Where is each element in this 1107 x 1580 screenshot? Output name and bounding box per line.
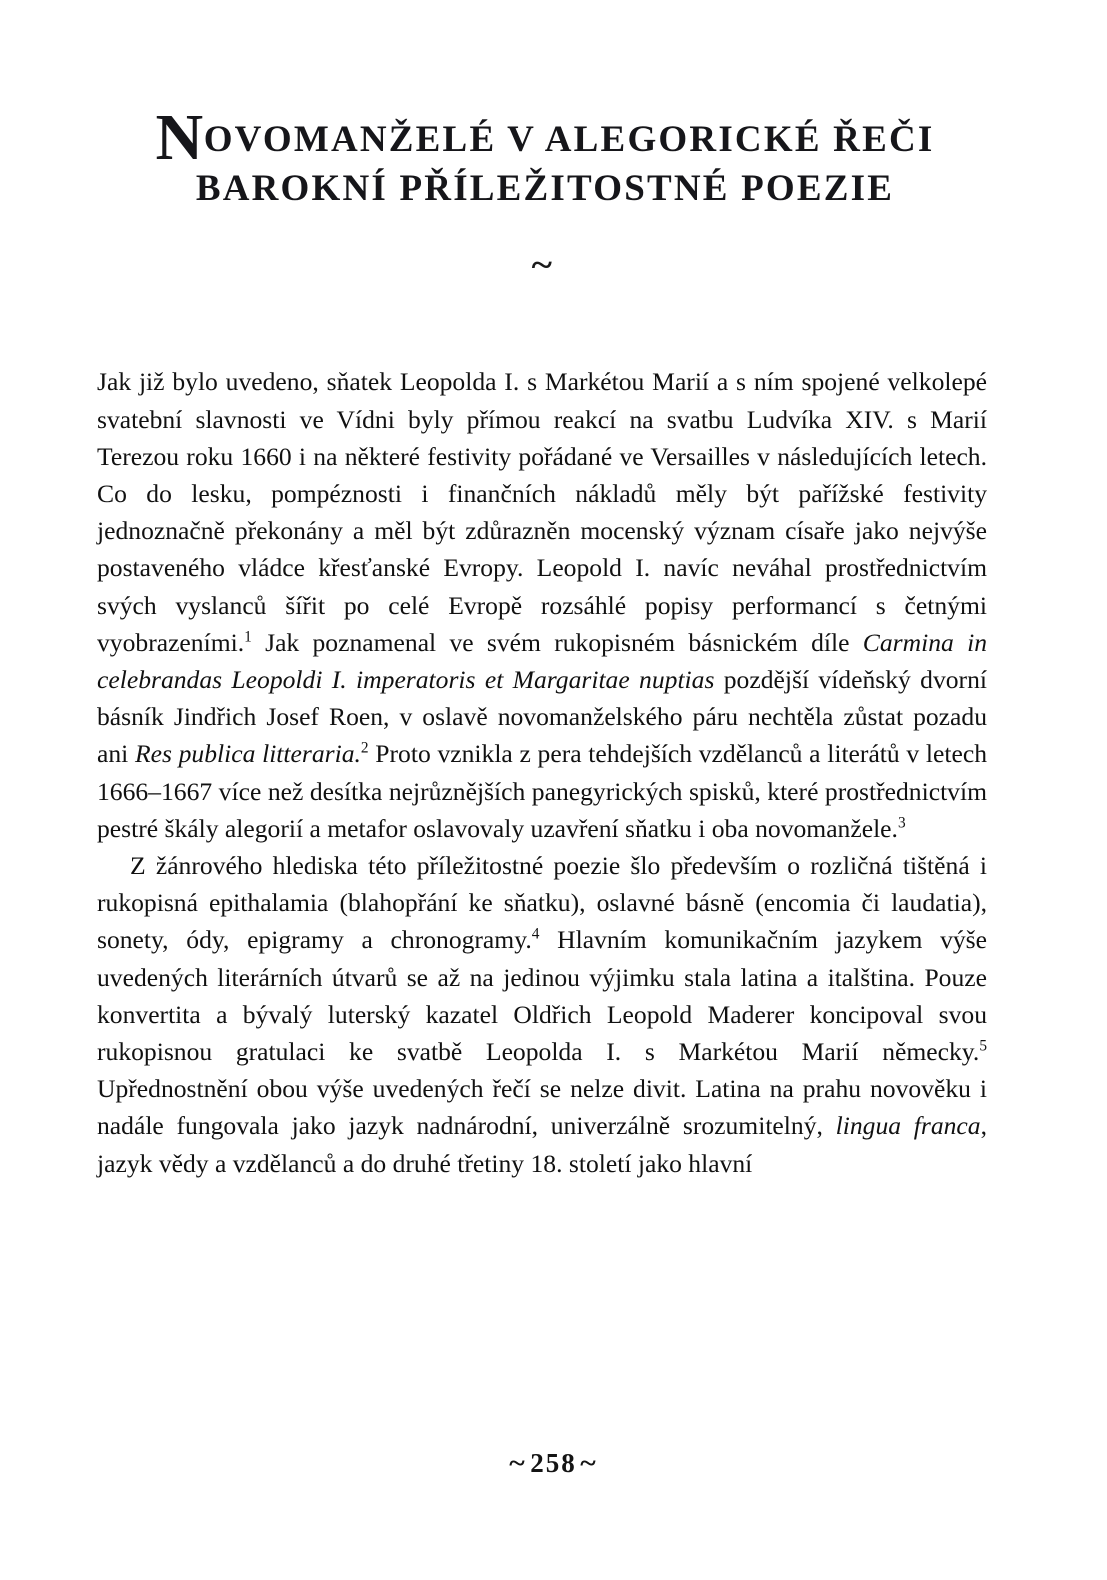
footnote-marker[interactable]: 2: [360, 739, 369, 757]
text-run: Z žánrového hlediska této příležitostné poezie šlo především o rozličná tištěná i rukopisná epithalamia (blahopřání ke sňatku), oslavné básně (encomia či laudatia), sonety, ódy, epigramy a chronogramy.: [97, 850, 987, 955]
folio-left-ornament-icon: ~: [509, 1448, 528, 1478]
title-ornament: [97, 249, 987, 289]
italic-phrase: Res publica litteraria.: [134, 739, 361, 769]
footnote-marker[interactable]: 3: [897, 814, 906, 832]
text-run: pozdější vídeňský dvorní básník Jindřich Josef Roen, v oslavě novomanželského páru nechtěla zůstat pozadu ani: [97, 664, 987, 769]
title-line-2: BAROKNÍ PŘÍLEŽITOSTNÉ POEZIE: [195, 167, 895, 209]
footnote-marker[interactable]: 4: [531, 925, 540, 943]
title-line-1-rest: OVOMANŽELÉ V ALEGORICKÉ ŘEČI: [203, 119, 935, 160]
page-content-column: [97, 0, 987, 1182]
text-run: , jazyk vědy a vzdělanců a do druhé třetiny 18. století jako hlavní: [97, 1111, 987, 1178]
paragraph-2: [97, 847, 987, 1182]
footnote-marker[interactable]: 1: [244, 628, 252, 646]
text-run: Upřednostnění obou výše uvedených řečí se nelze divit. Latina na prahu novověku i nadále fungovala jako jazyk nadnárodní, univerzálně srozumitelný,: [97, 1074, 987, 1141]
text-run: Proto vznikla z pera tehdejších vzdělanců a literátů v letech 1666–1667 více než desítka nejrůznějších panegyrických spisků, které prostřednictvím pestré škály alegorií a metafor oslavovaly uzavření sňatku i oba novomanžele.: [97, 739, 987, 843]
italic-phrase: Carmina in celebrandas Leopoldi I. imperatoris et Margaritae nuptias: [97, 627, 987, 694]
text-run: Jak již bylo uvedeno, sňatek Leopolda I. s Markétou Marií a s ním spojené velkolepé svatební slavnosti ve Vídni byly přímou reakcí na svatbu Ludvíka XIV. s Marií Terezou roku 1660 i na některé festivity pořádané ve Versailles v následujících letech. Co do lesku, pompéznosti i finančních nákladů měly být pařížské festivity jednoznačně překonány a měl být zdůrazněn mocenský význam císaře jako nejvýše postaveného vládce křesťanské Evropy. Leopold I. navíc neváhal prostřednictvím svých vyslanců šířit po celé Evropě rozsáhlé popisy performancí s četnými vyobrazeními.: [97, 367, 987, 657]
text-run: Hlavním komunikačním jazykem výše uvedených literárních útvarů se až na jedinou výjimku stala latina a italština. Pouze konvertita a bývalý luterský kazatel Oldřich Leopold Maderer koncipoval svou rukopisnou gratulaci ke svatbě Leopolda I. s Markétou Marií německy.: [97, 925, 987, 1066]
title-line-1: [97, 101, 987, 174]
paragraph-1: [97, 363, 987, 847]
title-initial-cap: N: [155, 101, 204, 174]
folio-right-ornament-icon: ~: [579, 1448, 598, 1478]
text-run: Jak poznamenal ve svém rukopisném básnickém díle: [251, 627, 863, 657]
page-folio: [0, 1448, 1107, 1479]
footnote-marker[interactable]: 5: [979, 1037, 987, 1055]
page-title: [97, 0, 987, 215]
body-text: [97, 363, 987, 1181]
tilde-ornament-icon: ~: [531, 247, 553, 285]
italic-phrase: lingua franca: [835, 1111, 981, 1141]
folio-page-number: 258: [530, 1448, 577, 1478]
